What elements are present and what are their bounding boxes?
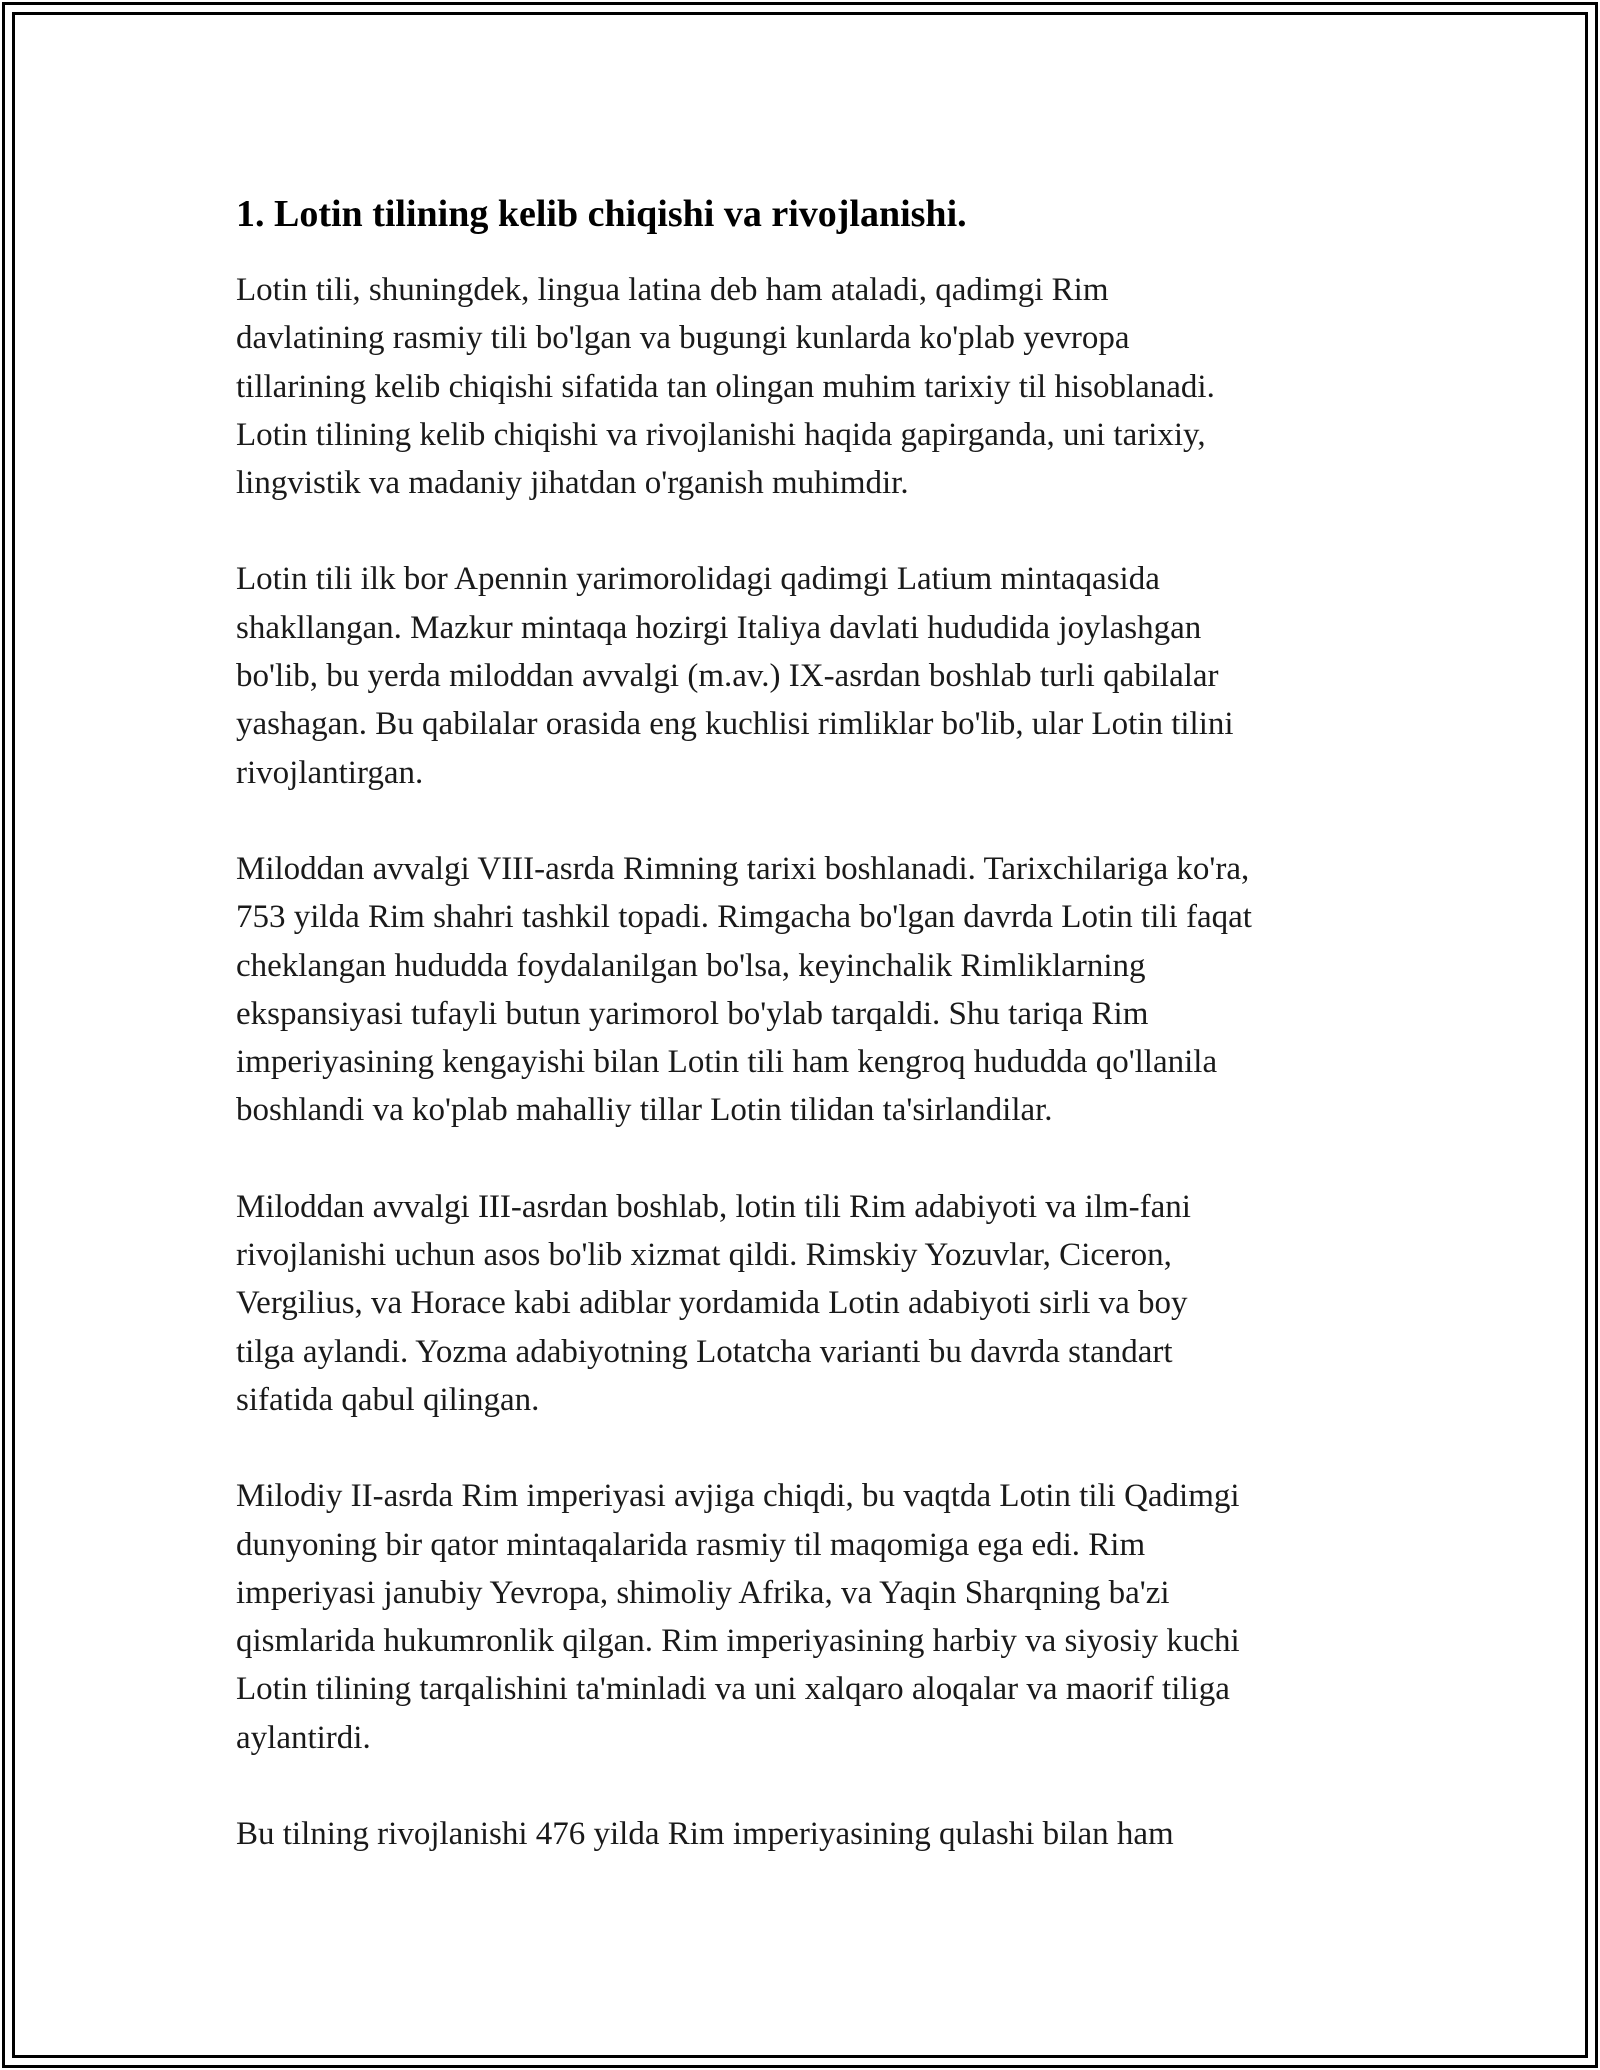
paragraph-line: Lotin tilining kelib chiqishi va rivojlanishi haqida gapirganda, uni tarixiy,: [236, 416, 1206, 453]
document-body: [236, 190, 1386, 1906]
paragraph-line: tilga aylandi. Yozma adabiyotning Lotatcha varianti bu davrda standart: [236, 1333, 1173, 1370]
paragraph-line: Miloddan avvalgi III-asrdan boshlab, lotin tili Rim adabiyoti va ilm-fani: [236, 1188, 1191, 1225]
paragraph-line: tillarining kelib chiqishi sifatida tan olingan muhim tarixiy til hisoblanadi.: [236, 368, 1215, 405]
paragraph-2: [236, 555, 1386, 796]
paragraph-line: Lotin tilining tarqalishini ta'minladi va uni xalqaro aloqalar va maorif tiliga: [236, 1671, 1230, 1708]
paragraph-line: Vergilius, va Horace kabi adiblar yordamida Lotin adabiyoti sirli va boy: [236, 1285, 1188, 1322]
paragraph-line: Lotin tili ilk bor Apennin yarimorolidagi qadimgi Latium mintaqasida: [236, 561, 1160, 598]
paragraph-line: qismlarida hukumronlik qilgan. Rim imperiyasining harbiy va siyosiy kuchi: [236, 1623, 1240, 1660]
paragraph-line: 753 yilda Rim shahri tashkil topadi. Rimgacha bo'lgan davrda Lotin tili faqat: [236, 899, 1252, 936]
paragraph-line: boshlandi va ko'plab mahalliy tillar Lotin tilidan ta'sirlandilar.: [236, 1092, 1053, 1129]
paragraph-line: yashagan. Bu qabilalar orasida eng kuchlisi rimliklar bo'lib, ular Lotin tilini: [236, 706, 1234, 743]
paragraph-1: [236, 266, 1386, 507]
paragraph-line: aylantirdi.: [236, 1719, 371, 1756]
paragraph-line: Bu tilning rivojlanishi 476 yilda Rim imperiyasining qulashi bilan ham: [236, 1816, 1174, 1853]
paragraph-4: [236, 1183, 1386, 1424]
paragraph-line: shakllangan. Mazkur mintaqa hozirgi Italiya davlati hududida joylashgan: [236, 609, 1202, 646]
paragraph-list: [236, 266, 1386, 1858]
paragraph-line: lingvistik va madaniy jihatdan o'rganish muhimdir.: [236, 465, 909, 502]
paragraph-line: rivojlanishi uchun asos bo'lib xizmat qildi. Rimskiy Yozuvlar, Ciceron,: [236, 1237, 1172, 1274]
paragraph-3: [236, 845, 1386, 1135]
paragraph-line: imperiyasining kengayishi bilan Lotin tili ham kengroq hududda qo'llanila: [236, 1044, 1218, 1081]
paragraph-line: rivojlantirgan.: [236, 754, 424, 791]
paragraph-line: davlatining rasmiy tili bo'lgan va bugungi kunlarda ko'plab yevropa: [236, 320, 1130, 357]
paragraph-line: imperiyasi janubiy Yevropa, shimoliy Afrika, va Yaqin Sharqning ba'zi: [236, 1574, 1170, 1611]
document-title: 1. Lotin tilining kelib chiqishi va rivojlanishi.: [236, 193, 967, 235]
paragraph-line: Miloddan avvalgi VIII-asrda Rimning tarixi boshlanadi. Tarixchilariga ko'ra,: [236, 850, 1250, 887]
paragraph-line: dunyoning bir qator mintaqalarida rasmiy til maqomiga ega edi. Rim: [236, 1526, 1146, 1563]
paragraph-line: Milodiy II-asrda Rim imperiyasi avjiga chiqdi, bu vaqtda Lotin tili Qadimgi: [236, 1478, 1240, 1515]
paragraph-5: [236, 1472, 1386, 1762]
paragraph-line: cheklangan hududda foydalanilgan bo'lsa, keyinchalik Rimliklarning: [236, 947, 1146, 984]
paragraph-line: sifatida qabul qilingan.: [236, 1381, 540, 1418]
paragraph-6: [236, 1810, 1386, 1858]
paragraph-line: bo'lib, bu yerda miloddan avvalgi (m.av.) IX-asrdan boshlab turli qabilalar: [236, 658, 1219, 695]
paragraph-line: ekspansiyasi tufayli butun yarimorol bo'ylab tarqaldi. Shu tariqa Rim: [236, 995, 1149, 1032]
paragraph-line: Lotin tili, shuningdek, lingua latina deb ham ataladi, qadimgi Rim: [236, 272, 1109, 308]
